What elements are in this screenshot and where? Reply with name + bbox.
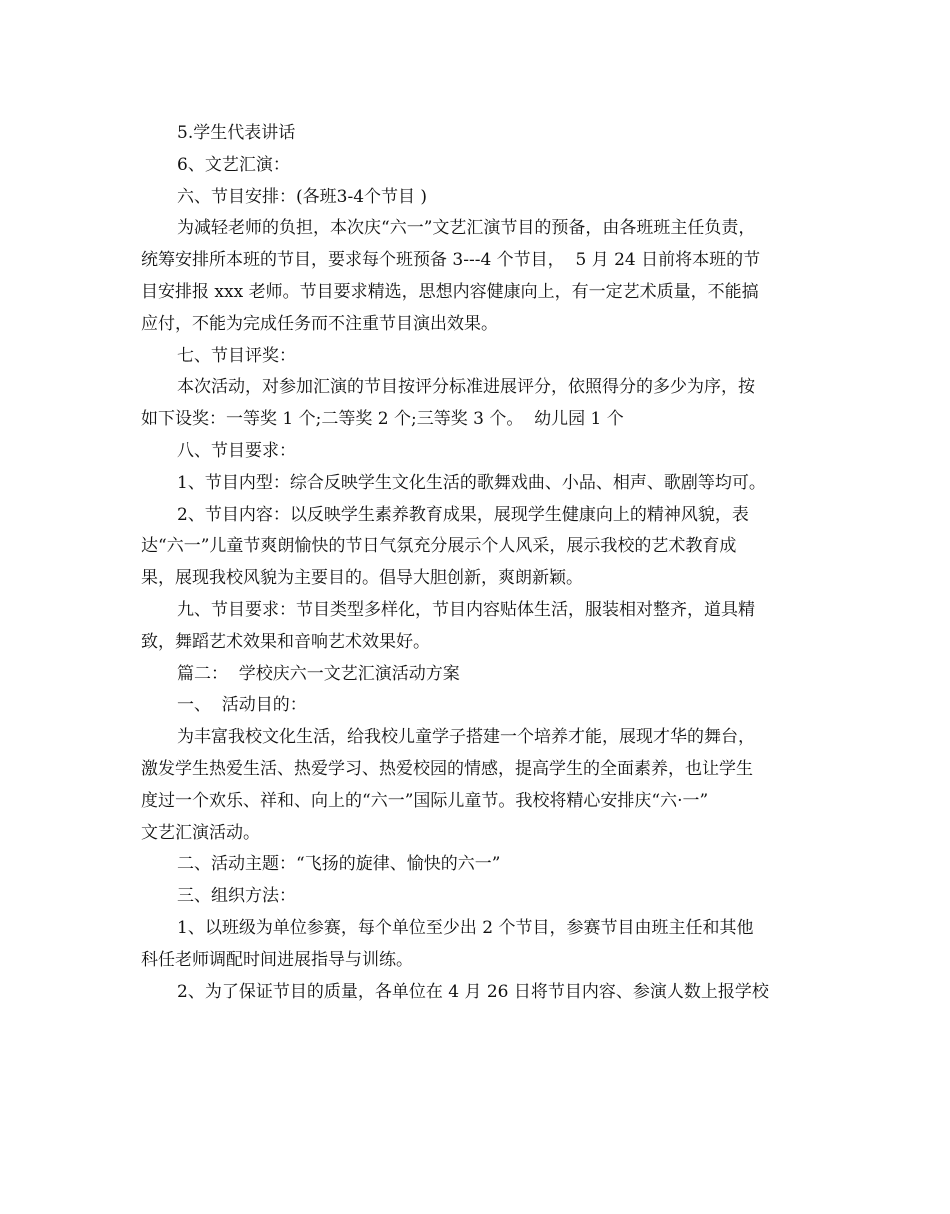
paragraph-line: 1、以班级为单位参赛，每个单位至少出 2 个节目，参赛节目由班主任和其他: [177, 917, 754, 938]
section-heading: 八、节目要求：: [177, 440, 296, 461]
paragraph-line: 致，舞蹈艺术效果和音响艺术效果好。: [141, 631, 430, 652]
paragraph-line: 统筹安排所本班的节目，要求每个班预备 3---4 个节目， 5 月 24 日前将本班的节: [141, 250, 761, 271]
paragraph-line: 激发学生热爱生活、热爱学习、热爱校园的情感，提高学生的全面素养，也让学生: [141, 758, 753, 779]
paragraph-line: 目安排报 xxx 老师。节目要求精选，思想内容健康向上，有一定艺术质量，不能搞: [141, 281, 759, 302]
paragraph-line: 1、节目内型：综合反映学生文化生活的歌舞戏曲、小品、相声、歌剧等均可。: [177, 472, 766, 493]
section-heading: 六、节目安排：(各班3-4个节目 ): [177, 186, 428, 207]
section-heading: 一、 活动目的：: [177, 695, 307, 716]
section-heading: 三、组织方法：: [177, 886, 296, 907]
section-heading: 二、活动主题：“飞扬的旋律、愉快的六一”: [177, 854, 501, 875]
paragraph-line: 为减轻老师的负担，本次庆“六一”文艺汇演节目的预备，由各班班主任负责，: [177, 218, 756, 239]
paragraph-line: 达“六一”儿童节爽朗愉快的节日气氛充分展示个人风采，展示我校的艺术教育成: [141, 536, 737, 557]
section-heading: 七、节目评奖：: [177, 345, 296, 366]
document-body: [141, 118, 813, 1008]
text-line: 5.学生代表讲话: [177, 123, 296, 143]
paragraph-line: 科任老师调配时间进展指导与训练。: [141, 949, 413, 970]
paragraph-line: 文艺汇演活动。: [141, 822, 260, 843]
paragraph-line: 2、为了保证节目的质量，各单位在 4 月 26 日将节目内容、参演人数上报学校: [177, 981, 769, 1002]
chapter-heading: 篇二： 学校庆六一文艺汇演活动方案: [177, 663, 460, 684]
paragraph-line: 如下设奖：一等奖 1 个;二等奖 2 个;三等奖 3 个。 幼儿园 1 个: [141, 409, 624, 430]
paragraph-line: 九、节目要求：节目类型多样化，节目内容贴体生活，服装相对整齐，道具精: [177, 599, 755, 620]
paragraph-line: 应付，不能为完成任务而不注重节目演出效果。: [141, 313, 498, 334]
paragraph-line: 度过一个欢乐、祥和、向上的“六一”国际儿童节。我校将精心安排庆“六·一”: [141, 790, 709, 811]
paragraph-line: 果，展现我校风貌为主要目的。倡导大胆创新，爽朗新颖。: [141, 568, 583, 589]
text-line: 6、文艺汇演：: [177, 154, 290, 175]
paragraph-line: 本次活动，对参加汇演的节目按评分标准进展评分，依照得分的多少为序，按: [177, 377, 755, 398]
paragraph-line: 2、节目内容：以反映学生素养教育成果，展现学生健康向上的精神风貌，表: [177, 504, 749, 525]
paragraph-line: 为丰富我校文化生活，给我校儿童学子搭建一个培养才能，展现才华的舞台，: [177, 727, 755, 748]
